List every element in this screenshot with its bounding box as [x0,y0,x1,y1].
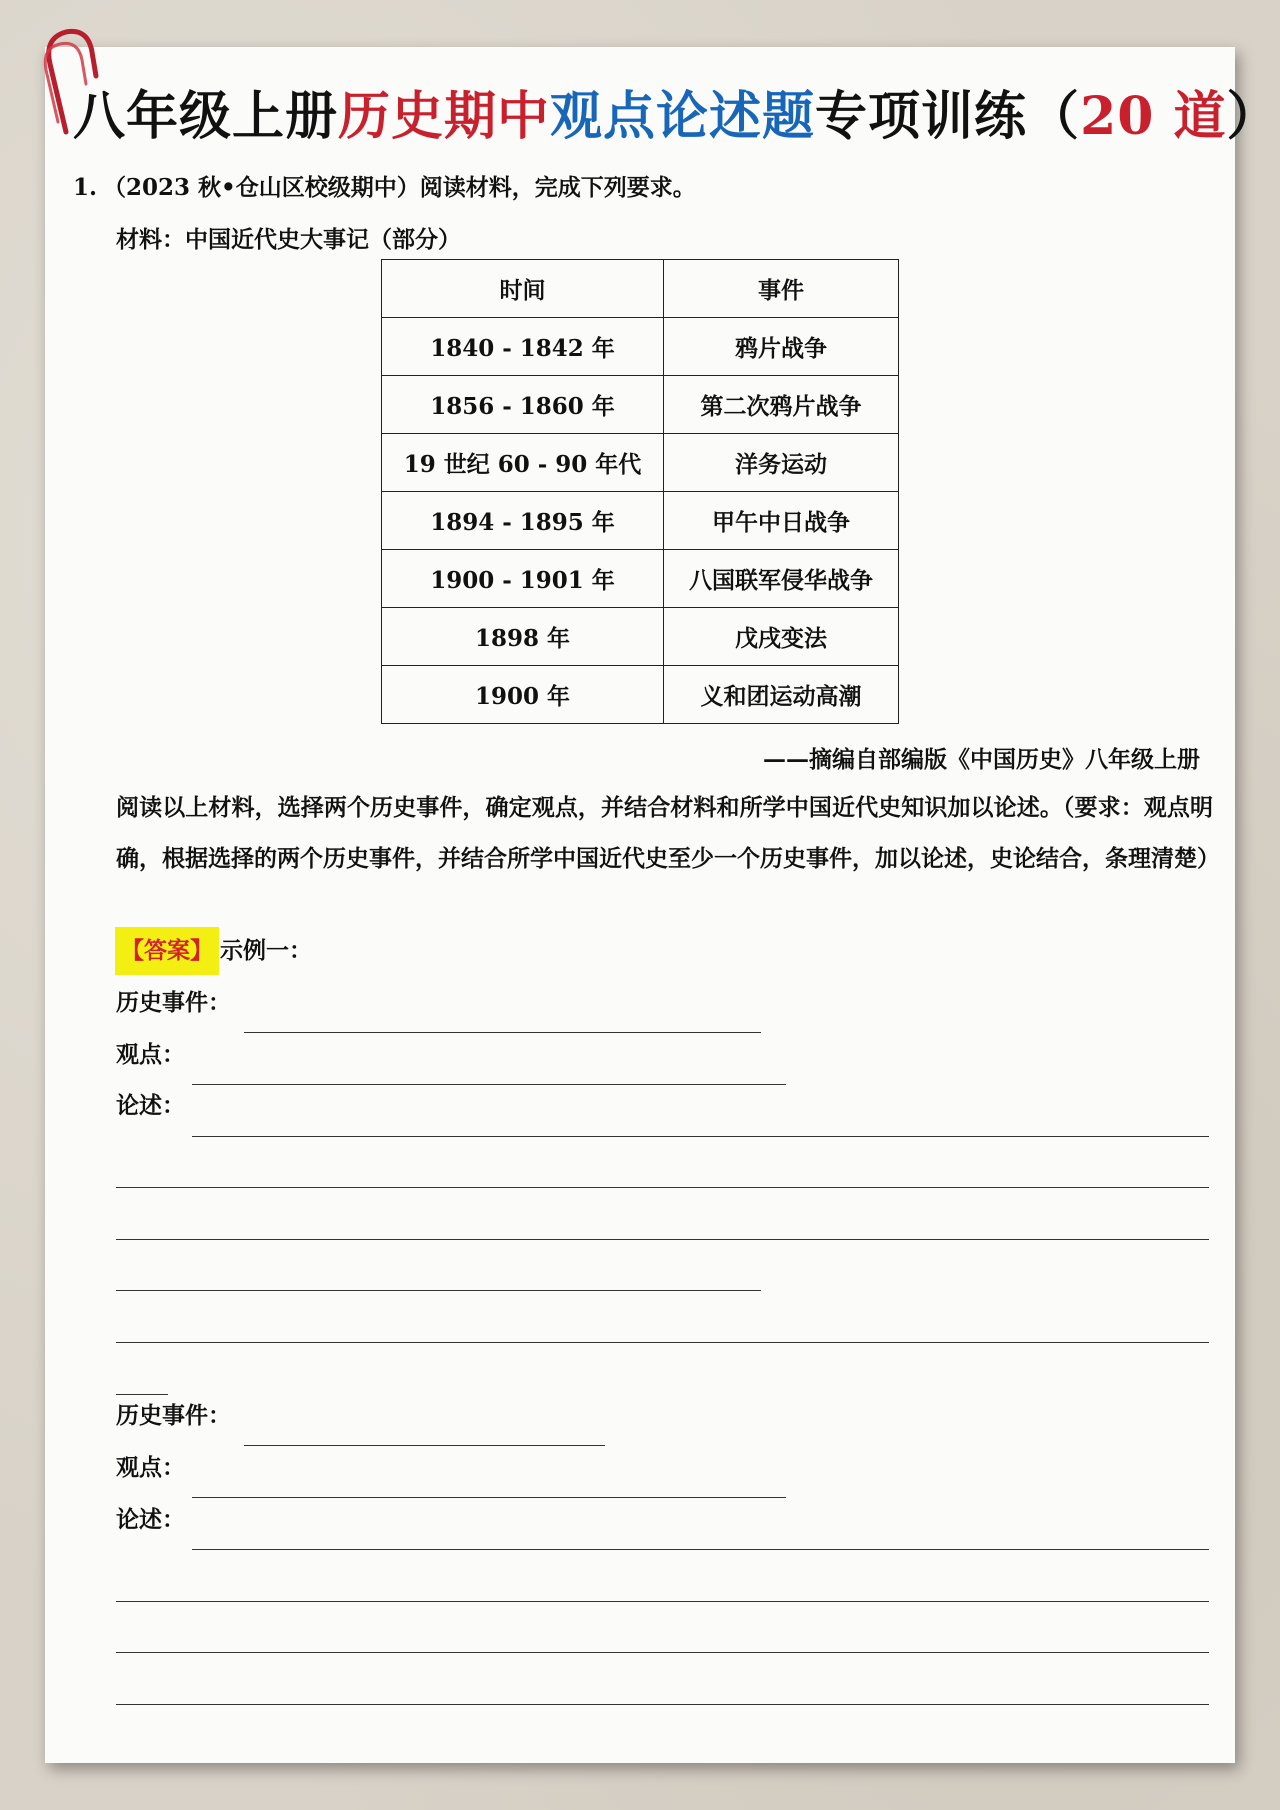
event-label: 历史事件： [116,989,231,1016]
table-cell-event: 甲午中日战争 [664,492,899,550]
table-header-row [382,260,899,318]
worksheet-title [73,77,1280,157]
table-cell-time: 1900 年 [382,666,664,724]
table-cell-event: 洋务运动 [664,434,899,492]
title-part-viewpoint-essay: 观点论述题 [550,86,816,147]
worksheet-paper [45,47,1280,1763]
material-label: 材料：中国近代史大事记（部分） [116,226,461,253]
title-part-close: ） [1226,86,1280,147]
argument-label: 论述： [116,1506,185,1533]
argument-answer-line[interactable] [192,1549,1209,1550]
table-cell-time: 1898 年 [382,608,664,666]
table-row [382,666,899,724]
table-cell-event: 第二次鸦片战争 [664,376,899,434]
table-row [382,550,899,608]
event-answer-line[interactable] [244,1032,761,1033]
question-header: （2023 秋•仓山区校级期中）阅读材料，完成下列要求。 [103,174,696,201]
table-cell-time: 19 世纪 60 - 90 年代 [382,434,664,492]
example-label: 示例一： [220,937,312,964]
argument-answer-line[interactable] [116,1394,168,1395]
question-requirement: 阅读以上材料，选择两个历史事件，确定观点，并结合材料和所学中国近代史知识加以论述。（要求：观点明确，根据选择的两个历史事件，并结合所学中国近代史至少一个历史事件，加以论述，史论结合，条理清楚） [116,794,1220,872]
table-cell-event: 义和团运动高潮 [664,666,899,724]
table-row [382,608,899,666]
title-part-training: 专项训练（ [815,86,1081,147]
title-part-count: 20 道 [1080,86,1227,147]
table-cell-time: 1856 - 1860 年 [382,376,664,434]
table-row [382,318,899,376]
viewpoint-label: 观点： [116,1041,185,1068]
viewpoint-answer-line[interactable] [192,1497,786,1498]
argument-answer-line[interactable] [116,1342,1209,1343]
question-number: 1. [73,174,98,201]
title-part-grade: 八年级上册 [73,86,339,147]
table-cell-time: 1900 - 1901 年 [382,550,664,608]
title-part-history-midterm: 历史期中 [338,86,551,147]
table-cell-event: 鸦片战争 [664,318,899,376]
argument-answer-line[interactable] [116,1704,1209,1705]
table-row [382,434,899,492]
table-cell-event: 戊戌变法 [664,608,899,666]
paperclip-icon [36,24,100,136]
argument-answer-line[interactable] [116,1652,1209,1653]
argument-answer-line[interactable] [116,1239,1209,1240]
events-table [381,259,899,724]
argument-label: 论述： [116,1092,185,1119]
argument-answer-line[interactable] [116,1290,761,1291]
table-header-event: 事件 [664,260,899,318]
event-answer-line[interactable] [244,1445,605,1446]
table-cell-time: 1894 - 1895 年 [382,492,664,550]
event-label: 历史事件： [116,1402,231,1429]
viewpoint-label: 观点： [116,1454,185,1481]
viewpoint-answer-line[interactable] [192,1084,786,1085]
table-header-time: 时间 [382,260,664,318]
table-cell-time: 1840 - 1842 年 [382,318,664,376]
argument-answer-line[interactable] [116,1187,1209,1188]
table-cell-event: 八国联军侵华战争 [664,550,899,608]
answer-tag: 【答案】 [115,927,219,975]
argument-answer-line[interactable] [192,1136,1209,1137]
table-row [382,376,899,434]
material-source: ——摘编自部编版《中国历史》八年级上册 [763,746,1200,773]
table-row [382,492,899,550]
argument-answer-line[interactable] [116,1601,1209,1602]
